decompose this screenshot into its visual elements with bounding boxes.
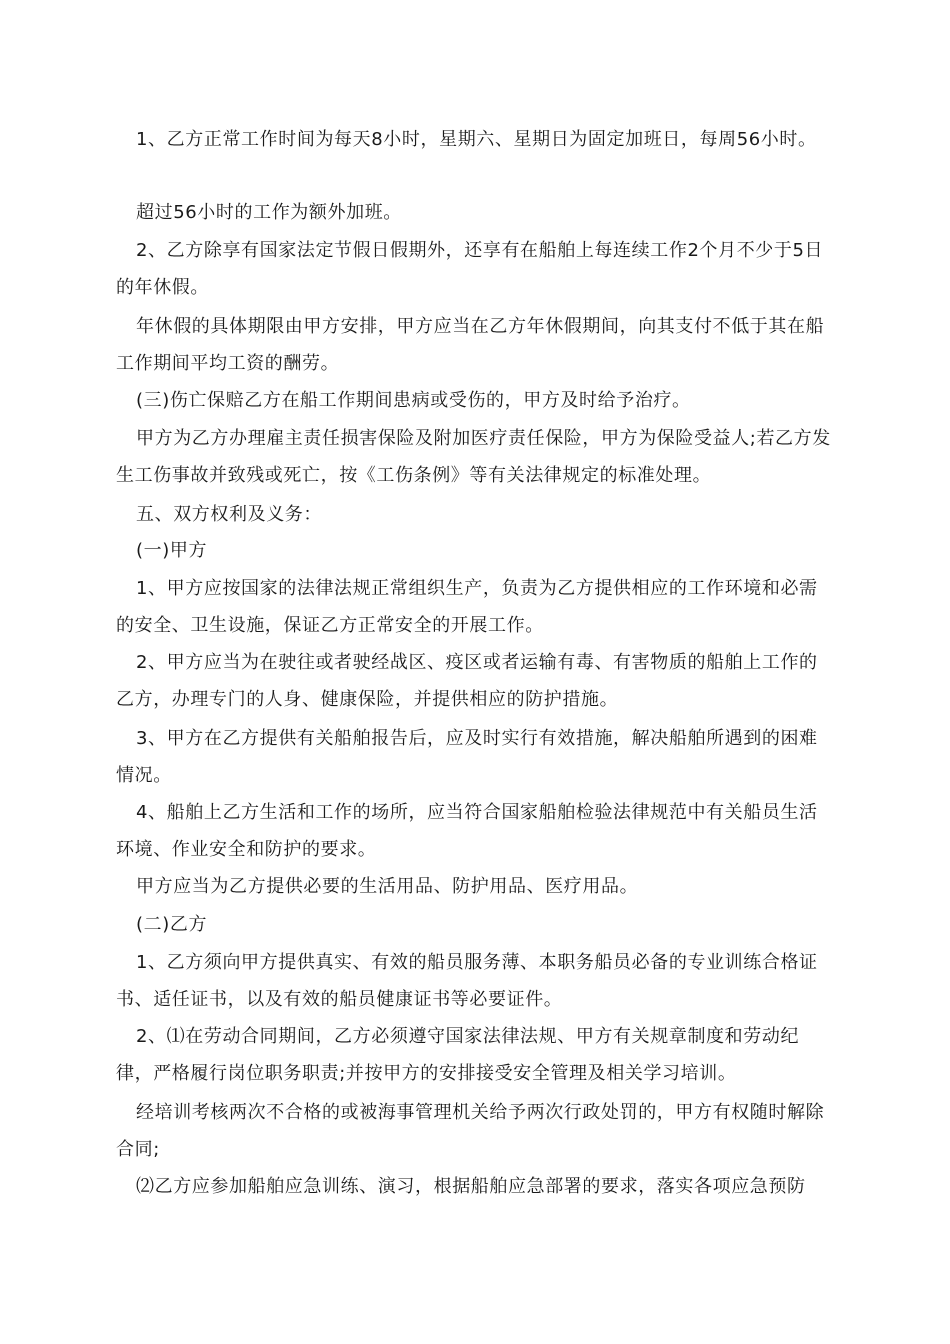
paragraph-leave-pay: 年休假的具体期限由甲方安排，甲方应当在乙方年休假期间，向其支付不低于其在船工作期间平均工资的酬劳。 [116, 316, 825, 374]
paragraph-injury-compensation: (三)伤亡保赔乙方在船工作期间患病或受伤的，甲方及时给予治疗。 [136, 390, 691, 411]
paragraph-annual-leave: 2、乙方除享有国家法定节假日假期外，还享有在船舶上每连续工作2个月不少于5日的年休假。 [116, 240, 824, 298]
paragraph-overtime: 超过56小时的工作为额外加班。 [136, 202, 402, 223]
paragraph-party-a-duty-3: 3、甲方在乙方提供有关船舶报告后，应及时实行有效措施，解决船舶所遇到的困难情况。 [116, 728, 818, 786]
paragraph-working-hours: 1、乙方正常工作时间为每天8小时，星期六、星期日为固定加班日，每周56小时。 [136, 129, 817, 150]
paragraph-supplies: 甲方应当为乙方提供必要的生活用品、防护用品、医疗用品。 [136, 876, 639, 897]
subsection-heading-party-a: (一)甲方 [136, 540, 208, 561]
subsection-heading-party-b: (二)乙方 [136, 914, 208, 935]
paragraph-party-a-duty-1: 1、甲方应按国家的法律法规正常组织生产，负责为乙方提供相应的工作环境和必需的安全、卫生设施，保证乙方正常安全的开展工作。 [116, 578, 818, 636]
paragraph-party-b-duty-2: 2、⑴在劳动合同期间，乙方必须遵守国家法律法规、甲方有关规章制度和劳动纪律，严格履行岗位职务职责;并按甲方的安排接受安全管理及相关学习培训。 [116, 1026, 800, 1084]
paragraph-emergency-drills: ⑵乙方应参加船舶应急训练、演习，根据船舶应急部署的要求，落实各项应急预防 [136, 1176, 806, 1197]
paragraph-party-a-duty-2: 2、甲方应当为在驶往或者驶经战区、疫区或者运输有毒、有害物质的船舶上工作的乙方，办理专门的人身、健康保险，并提供相应的防护措施。 [116, 652, 818, 710]
section-heading-rights-duties: 五、双方权利及义务： [136, 504, 322, 525]
paragraph-party-b-duty-1: 1、乙方须向甲方提供真实、有效的船员服务薄、本职务船员必备的专业训练合格证书、适任证书，以及有效的船员健康证书等必要证件。 [116, 952, 818, 1010]
paragraph-insurance: 甲方为乙方办理雇主责任损害保险及附加医疗责任保险，甲方为保险受益人;若乙方发生工伤事故并致残或死亡，按《工伤条例》等有关法律规定的标准处理。 [116, 428, 831, 486]
paragraph-party-a-duty-4: 4、船舶上乙方生活和工作的场所，应当符合国家船舶检验法律规范中有关船员生活环境、作业安全和防护的要求。 [116, 802, 818, 860]
paragraph-training-failure: 经培训考核两次不合格的或被海事管理机关给予两次行政处罚的，甲方有权随时解除合同; [116, 1102, 825, 1160]
